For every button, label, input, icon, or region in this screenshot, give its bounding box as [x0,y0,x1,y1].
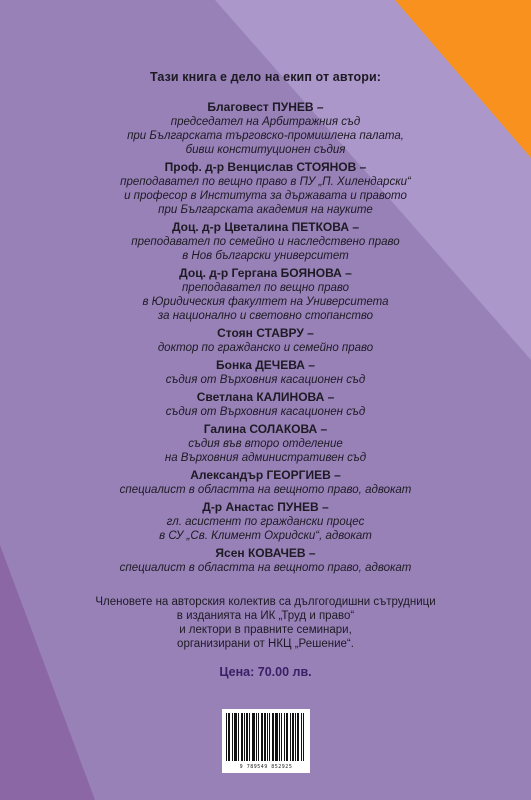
barcode-bar [284,713,285,761]
barcode-bar [303,713,304,761]
isbn-barcode [222,709,310,773]
author-description: за национално и световно стопанство [157,310,374,322]
barcode-bar [273,713,274,761]
barcode-bar [269,713,270,761]
barcode-bar [238,713,239,761]
author-description: председател на Арбитражния съд [170,116,361,128]
author-entry [0,546,531,575]
author-description: специалист в областта на вещното право, адвокат [119,562,412,574]
barcode-digits: 9 789549 852925 [239,764,293,770]
barcode-bar [249,713,250,761]
barcode-bar [254,713,255,761]
price-label: Цена: 70.00 лв. [219,665,312,679]
author-name: Бонка ДЕЧЕВА – [216,358,315,372]
barcode-bar [232,713,233,761]
author-entry [0,326,531,355]
author-entry [0,422,531,465]
members-note [0,595,531,651]
author-description: доктор по гражданско и семейно право [157,342,374,354]
author-description: съдия във второ отделение [188,438,343,450]
authors-heading: Тази книга е дело на екип от автори: [149,70,382,84]
barcode-bar [247,713,248,761]
author-description: специалист в областта на вещното право, адвокат [119,484,412,496]
barcode-bar [298,713,299,761]
barcode-bar [226,713,227,761]
author-entry [0,500,531,543]
author-description: в Юридическия факултет на Университета [142,296,389,308]
author-entry [0,468,531,497]
barcode-bar [253,713,254,761]
author-entry [0,266,531,323]
author-entry [0,160,531,217]
author-name: Д-р Анастас ПУНЕВ – [202,500,329,514]
barcode-bar [229,713,230,761]
barcode-bar [235,713,236,761]
author-entry [0,100,531,157]
author-name: Доц. д-р Цветалина ПЕТКОВА – [171,220,359,234]
author-description: преподавател по вещно право в ПУ „П. Хилендарски“ [120,176,411,188]
author-description: на Върховния административен съд [164,452,367,464]
barcode-bar [246,713,247,761]
barcode-bar [256,713,257,761]
author-description: в Нов български университет [182,250,349,262]
barcode-bar [242,713,243,761]
barcode-bar [258,713,259,761]
author-description: и професор в Института за държавата и правото [124,190,407,202]
members-line: организирани от НКЦ „Решение“. [177,638,354,650]
barcode-bar [261,713,262,761]
barcode-bar [287,713,288,761]
barcode-bar [272,713,273,761]
author-description: съдия от Върховния касационен съд [165,406,366,418]
barcode-bar [295,713,296,761]
barcode-bar [267,713,268,761]
author-description: в СУ „Св. Климент Охридски“, адвокат [159,530,372,542]
barcode-bar [276,713,277,761]
barcode-bar [244,713,245,761]
members-line: и лектори в правните семинари, [179,624,352,636]
barcode-bar [292,713,293,761]
barcode-bars [226,713,306,761]
author-name: Стоян СТАВРУ – [217,326,314,340]
barcode-bar [252,713,253,761]
authors-list [0,100,531,575]
author-description: при Българската търговско-промишлена палата, [127,130,404,142]
author-description: при Българската академия на науките [158,204,373,216]
barcode-bar [241,713,242,761]
barcode-bar [279,713,280,761]
author-description: съдия от Върховния касационен съд [165,374,366,386]
text-block [0,70,531,679]
author-entry [0,358,531,387]
barcode-bar [301,713,302,761]
barcode-bar [286,713,287,761]
author-name: Благовест ПУНЕВ – [207,100,324,114]
barcode-bar [265,713,266,761]
author-description: преподавател по семейно и наследствено право [131,236,400,248]
author-entry [0,390,531,419]
author-name: Ясен КОВАЧЕВ – [215,546,316,560]
barcode-bar [281,713,282,761]
barcode-bar [277,713,278,761]
barcode-bar [293,713,294,761]
author-entry [0,220,531,263]
barcode-bar [275,713,276,761]
barcode-bar [228,713,229,761]
barcode-bar [290,713,291,761]
author-name: Светлана КАЛИНОВА – [196,390,335,404]
members-line: Членовете на авторския колектив са дългогодишни сътрудници [95,596,436,608]
author-description: преподавател по вещно право [181,282,350,294]
author-name: Доц. д-р Гергана БОЯНОВА – [179,266,352,280]
author-description: гл. асистент по граждански процес [166,516,365,528]
author-name: Александър ГЕОРГИЕВ – [190,468,341,482]
barcode-bar [297,713,298,761]
members-line: в изданията на ИК „Труд и право“ [176,610,355,622]
author-description: бивш конституционен съдия [185,144,346,156]
barcode-bar [264,713,265,761]
barcode-bar [236,713,237,761]
barcode-bar [262,713,263,761]
barcode-bar [234,713,235,761]
author-name: Проф. д-р Венцислав СТОЯНОВ – [164,160,367,174]
author-name: Галина СОЛАКОВА – [203,422,328,436]
